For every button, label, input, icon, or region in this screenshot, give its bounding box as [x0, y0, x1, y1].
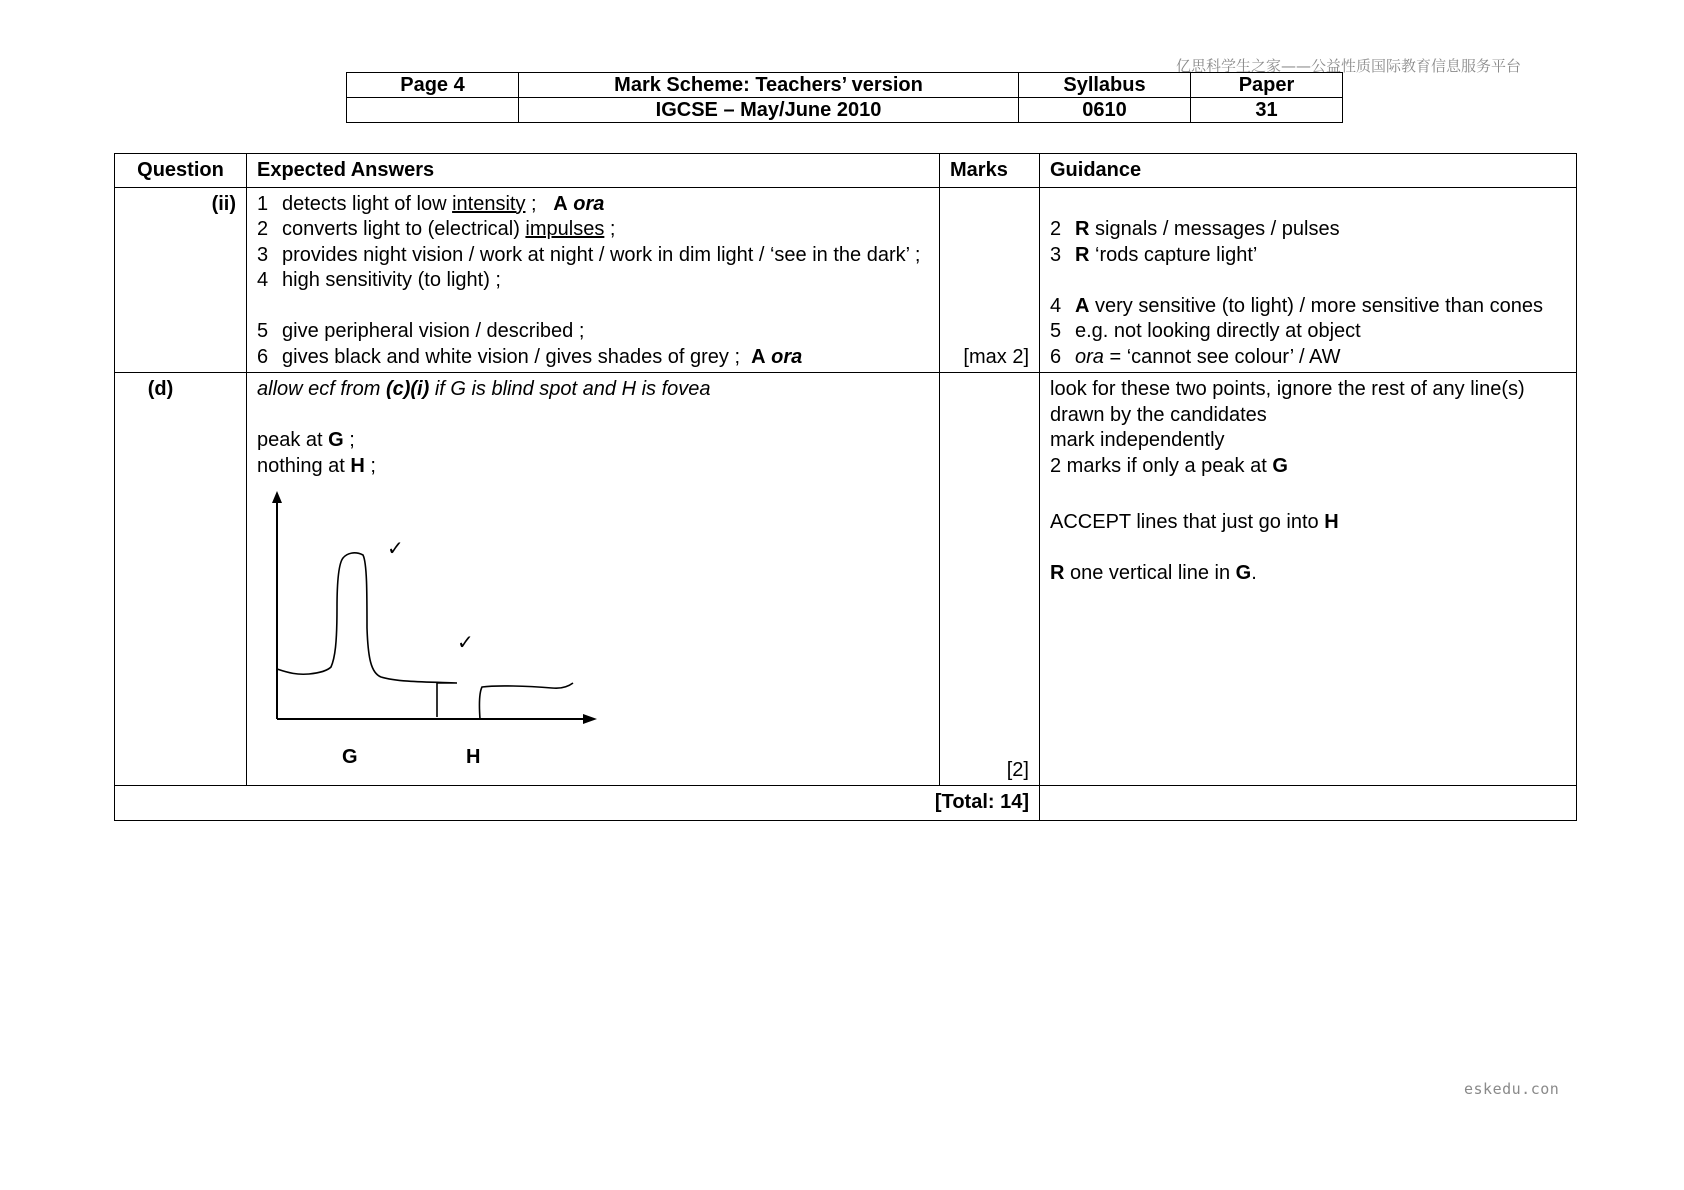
guidance-item: 5 e.g. not looking directly at object — [1050, 320, 1361, 342]
label-g: G — [342, 746, 358, 768]
guidance-item: 6 ora = ‘cannot see colour’ / AW — [1050, 345, 1341, 368]
guidance-item: 3 R ‘rods capture light’ — [1050, 243, 1258, 266]
watermark-bottom: eskedu.con — [1464, 1080, 1560, 1098]
paper-label: Paper — [1191, 73, 1343, 98]
header-table — [346, 72, 1343, 123]
syllabus-label: Syllabus — [1019, 73, 1191, 98]
ecf-note: allow ecf from (c)(i) if G is blind spot and H is fovea — [257, 378, 711, 400]
tick-mark-gap: ✓ — [457, 630, 474, 654]
answer-item: 2 converts light to (electrical) impulses ; — [257, 218, 616, 240]
table-row-ii — [115, 187, 1577, 373]
expected-answers-cell — [247, 187, 940, 373]
answer-nothing: nothing at H ; — [257, 454, 376, 477]
header-empty-cell — [347, 98, 519, 123]
answer-peak: peak at G ; — [257, 429, 355, 451]
answer-item: 6 gives black and white vision / gives shades of grey ; A ora — [257, 345, 803, 368]
guidance-line: 2 marks if only a peak at G — [1050, 454, 1288, 477]
label-h: H — [466, 746, 481, 768]
guidance-cell — [1040, 187, 1577, 373]
guidance-item: 4 A very sensitive (to light) / more sensitive than cones — [1050, 294, 1543, 317]
question-number: (ii) — [115, 187, 247, 373]
sensitivity-graph — [257, 483, 877, 783]
marks-cell — [940, 373, 1040, 786]
total-row — [115, 786, 1577, 821]
guidance-cell — [1040, 373, 1577, 786]
column-header-answers: Expected Answers — [247, 154, 940, 188]
guidance-accept: ACCEPT lines that just go into H — [1050, 511, 1339, 533]
total-guidance-empty — [1040, 786, 1577, 821]
answer-item: 3 provides night vision / work at night / work in dim light / ‘see in the dark’ ; — [257, 243, 921, 266]
answer-item: 4 high sensitivity (to light) ; — [257, 269, 501, 291]
guidance-line: mark independently — [1050, 429, 1225, 451]
answer-item: 1 detects light of low intensity ; A ora — [257, 192, 605, 215]
response-curve — [277, 553, 457, 717]
document-title: Mark Scheme: Teachers’ version — [519, 73, 1019, 98]
response-curve-right — [479, 683, 573, 719]
watermark-top: 亿思科学生之家——公益性质国际教育信息服务平台 — [1176, 57, 1522, 75]
y-axis — [272, 491, 282, 719]
column-header-marks: Marks — [940, 154, 1040, 188]
marks-value: [2] — [1006, 758, 1029, 781]
column-header-guidance: Guidance — [1040, 154, 1577, 188]
marks-value: [max 2] — [963, 345, 1029, 368]
answer-item: 5 give peripheral vision / described ; — [257, 320, 585, 342]
paper-number: 31 — [1191, 98, 1343, 123]
total-marks: [Total: 14] — [115, 786, 1040, 821]
tick-mark-peak: ✓ — [387, 536, 404, 560]
guidance-line: look for these two points, ignore the rest of any line(s) drawn by the candidates — [1050, 378, 1525, 426]
marks-cell — [940, 187, 1040, 373]
column-header-question: Question — [115, 154, 247, 188]
exam-session: IGCSE – May/June 2010 — [519, 98, 1019, 123]
syllabus-code: 0610 — [1019, 98, 1191, 123]
page-number: Page 4 — [347, 73, 519, 98]
expected-answers-cell — [247, 373, 940, 786]
table-row-d — [115, 373, 1577, 786]
guidance-item: 2 R signals / messages / pulses — [1050, 218, 1340, 240]
mark-scheme-table — [114, 153, 1577, 821]
question-number: (d) — [115, 373, 247, 786]
guidance-reject: R one vertical line in G. — [1050, 562, 1257, 584]
